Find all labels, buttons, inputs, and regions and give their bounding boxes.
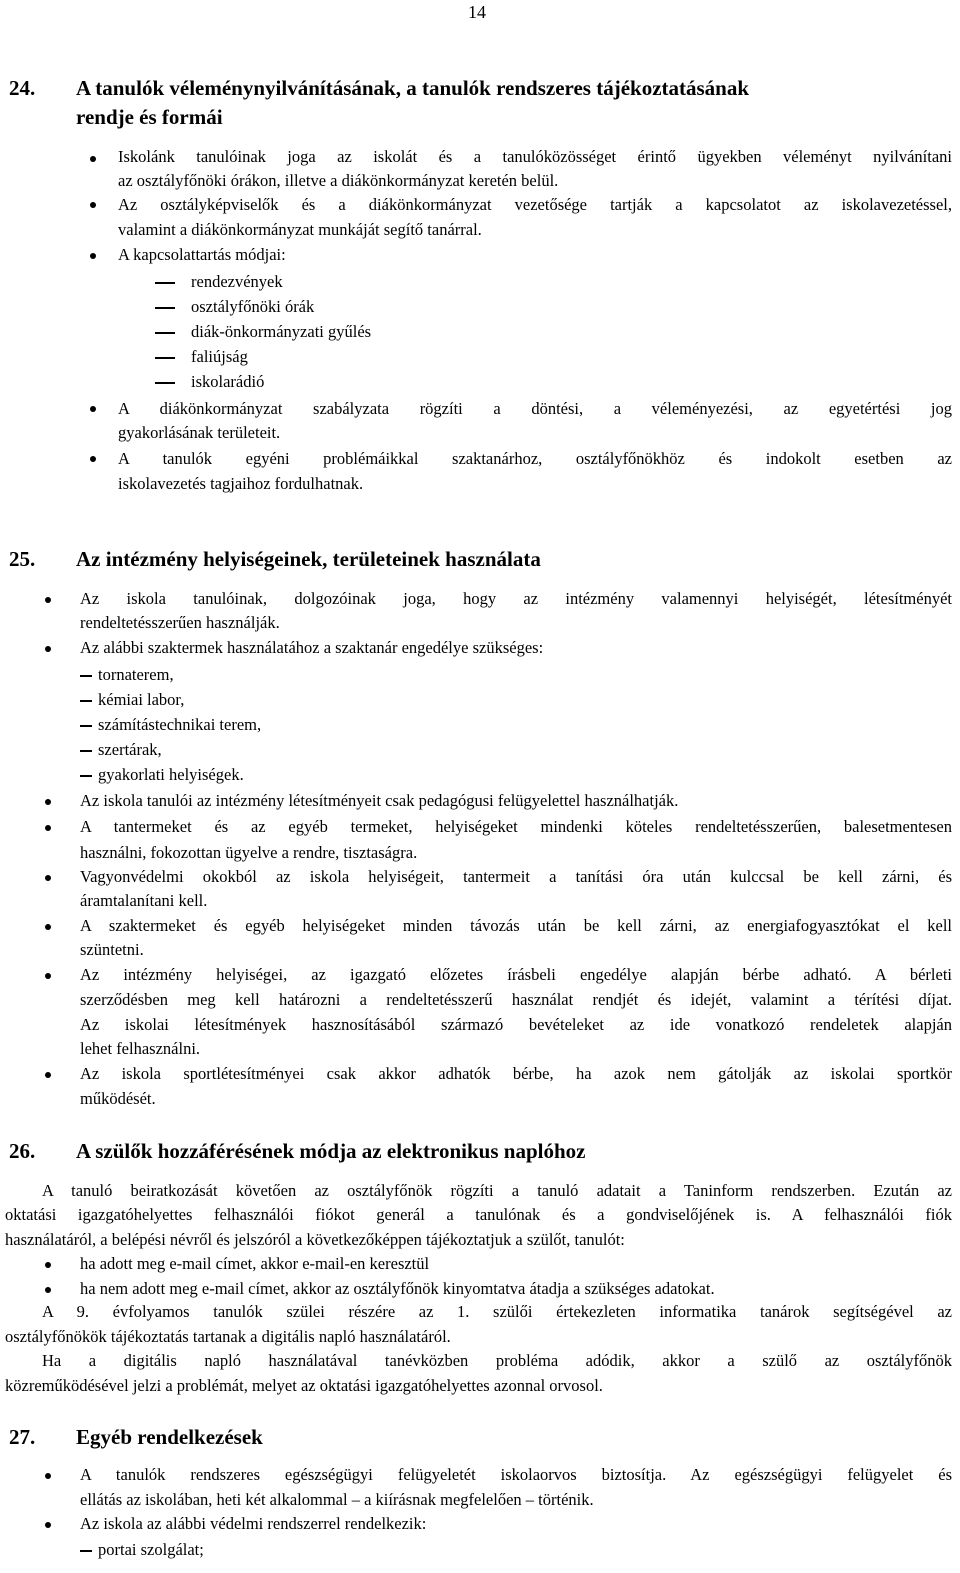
list-item: ha nem adott meg e-mail címet, akkor az osztályfőnök kinyomtatva átadja a szükséges adatokat. [80,1279,715,1298]
paragraph-line: A 9. évfolyamos tanulók szülei részére az 1. szülői értekezleten informatika tanárok segítségével az [42,1302,952,1321]
bullet-icon [45,646,51,652]
paragraph-line: Az iskola az alábbi védelmi rendszerrel rendelkezik: [80,1514,427,1533]
dash-icon [80,750,92,752]
section-title: A szülők hozzáférésének módja az elektronikus naplóhoz [76,1139,586,1163]
paragraph-line: Az iskola sportlétesítményei csak akkor adhatók bérbe, ha azok nem gátolják az iskolai sportkör [80,1064,952,1083]
paragraph-line: közreműködésével jelzi a problémát, melyet az oktatási igazgatóhelyettes azonnal orvosol. [5,1376,603,1395]
paragraph-line: A tantermeket és az egyéb termeket, helyiségeket mindenki köteles rendeltetésszerűen, balesetmentesen [80,817,952,836]
bullet-icon [45,924,51,930]
paragraph-line: szerződésben meg kell határozni a rendeltetésszerű használat rendjét és idejét, valamint a térítési díjat. [80,990,952,1009]
list-item: számítástechnikai terem, [98,715,262,734]
paragraph-line: szüntetni. [80,940,144,959]
section-number: 26. [9,1139,36,1163]
dash-icon [80,725,92,727]
paragraph-line: gyakorlásának területeit. [118,423,281,442]
list-item: rendezvények [191,272,283,291]
paragraph-line: A tanulók egyéni problémáikkal szaktanárhoz, osztályfőnökhöz és indokolt esetben az [118,449,952,468]
dash-icon [80,775,92,777]
dash-icon [80,675,92,677]
bullet-icon [45,1287,51,1293]
list-item: kémiai labor, [98,690,185,709]
bullet-icon [45,825,51,831]
bullet-icon [45,973,51,979]
bullet-icon [45,597,51,603]
section-title: A tanulók véleménynyilvánításának, a tanulók rendszeres tájékoztatásának [76,76,750,100]
bullet-icon [45,799,51,805]
paragraph-line: A kapcsolattartás módjai: [118,245,286,264]
list-item: ha adott meg e-mail címet, akkor e-mail-en keresztül [80,1254,430,1273]
dash-icon [155,332,175,334]
paragraph-line: az osztályfőnöki órákon, illetve a diákönkormányzat keretén belül. [118,171,559,190]
bullet-icon [90,456,96,462]
bullet-icon [90,202,96,208]
dash-icon [80,1550,92,1552]
paragraph-line: A szaktermeket és egyéb helyiségeket minden távozás után be kell zárni, az energiafogyasztókat el kell [80,916,952,935]
paragraph-line: Vagyonvédelmi okokból az iskola helyiségeit, tantermeit a tanítási óra után kulccsal be kell zárni, és [80,867,952,886]
paragraph-line: használatáról, a belépési névről és jelszóról a következőképpen tájékoztatjuk a szülőt, tanulót: [5,1230,625,1249]
section-title: Az intézmény helyiségeinek, területeinek használata [76,547,541,571]
paragraph-line: Az iskola tanulói az intézmény létesítményeit csak pedagógusi felügyelettel használhatják. [80,791,679,810]
paragraph-line: működését. [80,1089,156,1108]
bullet-icon [45,1522,51,1528]
paragraph-line: oktatási igazgatóhelyettes felhasználói fiókot generál a tanulónak és a gondviselőjének is. A felhasználói fiók [5,1205,952,1224]
list-item: faliújság [191,347,248,366]
paragraph-line: Ha a digitális napló használatával tanévközben probléma adódik, akkor a szülő az osztályfőnök [42,1351,952,1370]
paragraph-line: áramtalanítani kell. [80,891,208,910]
dash-icon [155,382,175,384]
bullet-icon [90,156,96,162]
bullet-icon [45,1262,51,1268]
paragraph-line: Iskolánk tanulóinak joga az iskolát és a tanulóközösséget érintő ügyekben véleményt nyilvánítani [118,147,952,166]
list-item: gyakorlati helyiségek. [98,765,244,784]
paragraph-line: A diákönkormányzat szabályzata rögzíti a döntési, a véleményezési, az egyetértési jog [118,399,952,418]
section-title: Egyéb rendelkezések [76,1425,263,1449]
bullet-icon [45,875,51,881]
paragraph-line: használni, fokozottan ügyelve a rendre, tisztaságra. [80,843,418,862]
section-number: 25. [9,547,36,571]
list-item: diák-önkormányzati gyűlés [191,322,372,341]
list-item: portai szolgálat; [98,1540,204,1559]
section-number: 27. [9,1425,36,1449]
bullet-icon [45,1473,51,1479]
list-item: szertárak, [98,740,162,759]
paragraph-line: A tanulók rendszeres egészségügyi felügyeletét iskolaorvos biztosítja. Az egészségügyi felügyelet és [80,1465,952,1484]
paragraph-line: Az alábbi szaktermek használatához a szaktanár engedélye szükséges: [80,638,544,657]
paragraph-line: ellátás az iskolában, heti két alkalommal – a kiírásnak megfelelően – történik. [80,1490,594,1509]
bullet-icon [90,406,96,412]
paragraph-line: lehet felhasználni. [80,1039,201,1058]
list-item: osztályfőnöki órák [191,297,315,316]
section-number: 24. [9,76,36,100]
paragraph-line: osztályfőnökök tájékoztatás tartanak a digitális napló használatáról. [5,1327,451,1346]
paragraph-line: Az intézmény helyiségei, az igazgató előzetes írásbeli engedélye alapján bérbe adható. A bérleti [80,965,952,984]
dash-icon [80,700,92,702]
bullet-icon [45,1072,51,1078]
paragraph-line: Az iskola tanulóinak, dolgozóinak joga, hogy az intézmény valamennyi helyiségét, létesítményét [80,589,952,608]
paragraph-line: valamint a diákönkormányzat munkáját segítő tanárral. [118,220,482,239]
page-number: 14 [468,2,486,22]
paragraph-line: A tanuló beiratkozását követően az osztályfőnök rögzíti a tanuló adatait a Taninform rendszerben. Ezután az [42,1181,952,1200]
list-item: iskolarádió [191,372,265,391]
list-item: tornaterem, [98,665,174,684]
paragraph-line: rendeltetésszerűen használják. [80,613,280,632]
section-title-continued: rendje és formái [76,105,223,129]
dash-icon [155,307,175,309]
dash-icon [155,357,175,359]
paragraph-line: Az iskolai létesítmények hasznosításából származó bevételeket az ide vonatkozó rendeletek alapján [80,1015,952,1034]
dash-icon [155,282,175,284]
paragraph-line: Az osztályképviselők és a diákönkormányzat vezetősége tartják a kapcsolatot az iskolavezetéssel, [118,195,952,214]
paragraph-line: iskolavezetés tagjaihoz fordulhatnak. [118,474,364,493]
bullet-icon [90,253,96,259]
